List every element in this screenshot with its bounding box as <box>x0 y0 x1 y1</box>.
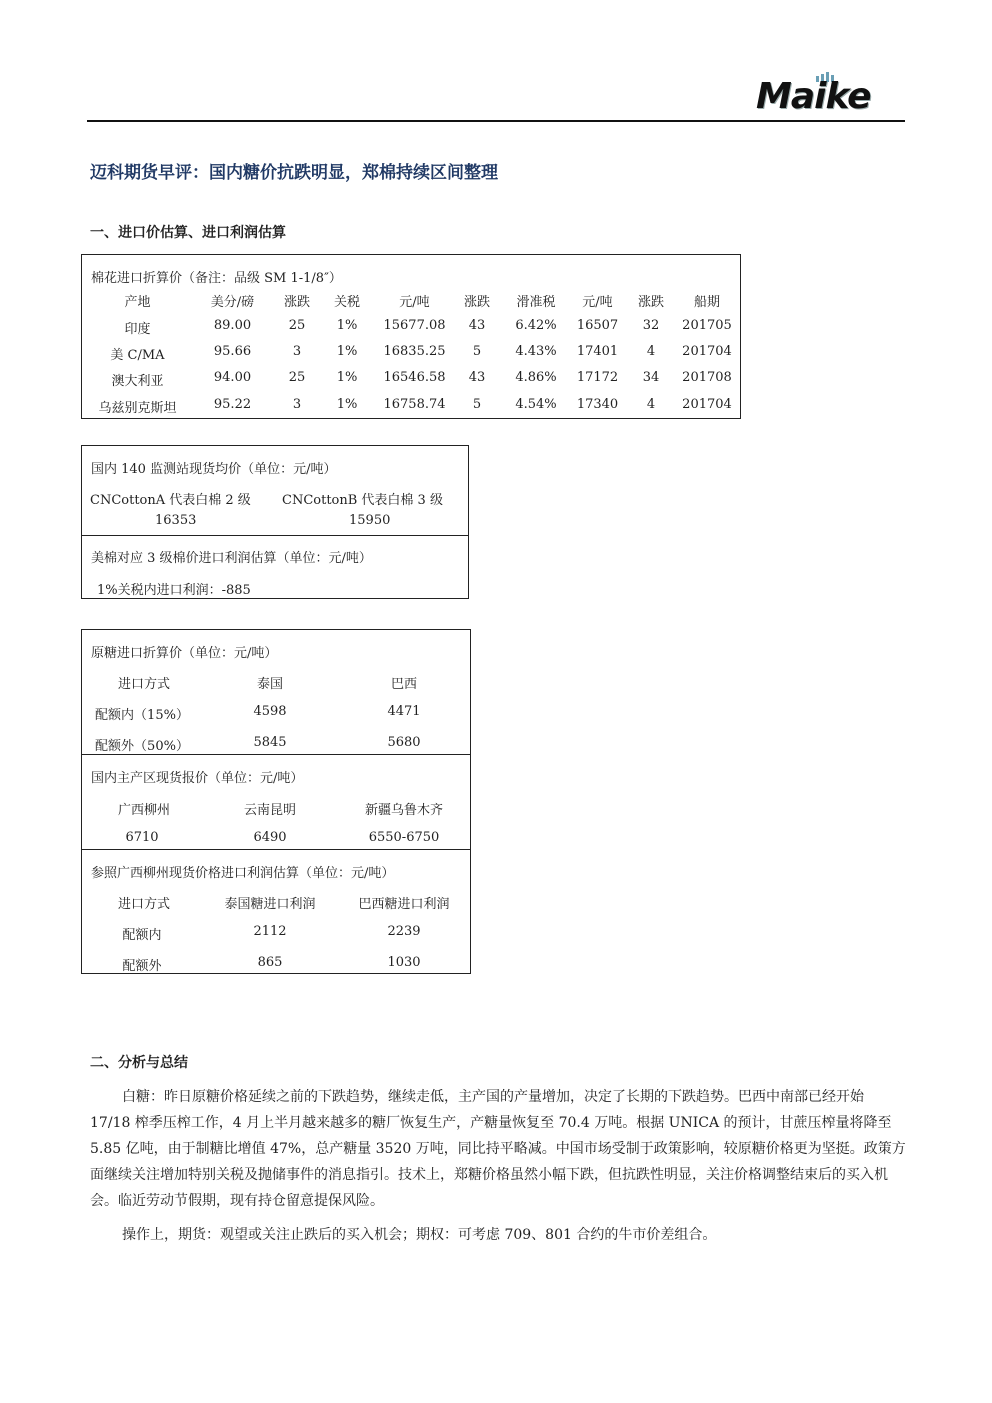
cotton-domestic-table <box>81 445 469 599</box>
table-cell: 2239 <box>387 924 421 939</box>
table-cell: 6.42% <box>515 318 557 333</box>
analysis-paragraph: 白糖：昨日原糖价格延续之前的下跌趋势，继续走低，主产国的产量增加，决定了长期的下跌趋势。巴西中南部已经开始 17/18 榨季压榨工作，4 月上半月越来越多的糖厂恢复生产，产糖量恢复至 70.4 万吨。根据 UNICA 的预计，甘蔗压榨量将降至 5.85 亿吨，由于制糖比增值 47%，总产糖量 3520 万吨，同比持平略减。中国市场受制于政策影响，较原糖价格更为坚挺。政策方面继续关注增加特别关税及抛储事件的消息指引。技术上，郑糖价格虽然小幅下跌，但抗跌性明显，关注价格调整结束后的买入机会。临近劳动节假期，现有持仓留意提保风险。 <box>90 1089 906 1209</box>
table-cell: 配额内（15%） <box>95 708 189 723</box>
header-cell: 涨跌 <box>283 295 310 310</box>
table-cell: 1% <box>336 397 358 412</box>
table-cell: 1% <box>336 318 358 333</box>
header-cell: 滑准税 <box>516 295 556 310</box>
table-cell: 配额外（50%） <box>95 739 189 754</box>
table-cell: 1% <box>336 344 358 359</box>
header-cell: 涨跌 <box>637 295 664 310</box>
table-cell: 89.00 <box>213 318 252 333</box>
sugar-import-header-row <box>82 673 470 699</box>
table-cell: 201704 <box>682 344 732 359</box>
table-divider <box>82 849 470 850</box>
header-cell: 云南昆明 <box>243 803 296 818</box>
header-cell: 元/吨 <box>399 295 430 310</box>
table-row <box>82 955 470 981</box>
table-cell: 17172 <box>576 370 619 385</box>
table-cell: 865 <box>257 955 283 970</box>
table-cell: 6490 <box>253 830 287 845</box>
cncotton-a-value: 16353 <box>155 513 197 528</box>
sugar-table <box>81 629 471 974</box>
table-cell: 4598 <box>253 704 287 719</box>
table-cell: 95.22 <box>213 397 252 412</box>
table-cell: 43 <box>468 318 486 333</box>
operation-paragraph: 操作上，期货：观望或关注止跌后的买入机会；期权：可考虑 709、801 合约的牛市价差组合。 <box>122 1227 717 1243</box>
header-cell: 进口方式 <box>117 677 170 692</box>
section1-heading: 一、进口价估算、进口利润估算 <box>90 225 286 241</box>
header-cell: 关税 <box>333 295 360 310</box>
table-row <box>82 344 740 370</box>
table-cell: 4.86% <box>515 370 557 385</box>
table-cell: 乌兹别克斯坦 <box>98 401 177 416</box>
table-cell: 5 <box>472 344 482 359</box>
table-cell: 4471 <box>387 704 421 719</box>
header-cell: 进口方式 <box>117 897 170 912</box>
table-cell: 3 <box>292 344 302 359</box>
header-cell: 产地 <box>124 295 151 310</box>
table-cell: 5 <box>472 397 482 412</box>
header-cell: 泰国糖进口利润 <box>224 897 316 912</box>
table-cell: 95.66 <box>213 344 252 359</box>
table-cell: 5680 <box>387 735 421 750</box>
header-cell: 元/吨 <box>582 295 613 310</box>
table-cell: 201705 <box>682 318 732 333</box>
table-cell: 16758.74 <box>383 397 446 412</box>
table-row <box>82 318 740 344</box>
table-cell: 43 <box>468 370 486 385</box>
table-cell: 201708 <box>682 370 732 385</box>
table-cell: 6710 <box>125 830 159 845</box>
maike-logo <box>756 72 890 118</box>
sugar-import-caption: 原糖进口折算价（单位：元/吨） <box>91 646 278 661</box>
table-cell: 2112 <box>253 924 287 939</box>
header-cell: 船期 <box>693 295 720 310</box>
table-cell: 配额外 <box>122 959 162 974</box>
cotton-profit-text: 1%关税内进口利润：-885 <box>97 583 251 598</box>
cncotton-b-value: 15950 <box>349 513 391 528</box>
header-cell: 广西柳州 <box>117 803 170 818</box>
table-cell: 4 <box>646 397 656 412</box>
table-cell: 3 <box>292 397 302 412</box>
table-cell: 34 <box>642 370 660 385</box>
table-cell: 32 <box>642 318 660 333</box>
table-row <box>82 735 470 761</box>
table-cell: 印度 <box>124 322 151 337</box>
table-divider <box>82 535 468 536</box>
cncotton-a-label: CNCottonA 代表白棉 2 级 <box>90 493 251 508</box>
table-row <box>82 704 470 730</box>
table-cell: 配额内 <box>122 928 162 943</box>
table-cell: 16835.25 <box>383 344 446 359</box>
header-cell: 涨跌 <box>463 295 490 310</box>
table-row <box>82 370 740 396</box>
table-cell: 15677.08 <box>383 318 446 333</box>
table-row <box>82 924 470 950</box>
table-cell: 17340 <box>576 397 619 412</box>
table-divider <box>82 754 470 755</box>
header-cell: 新疆乌鲁木齐 <box>364 803 443 818</box>
table-cell: 4 <box>646 344 656 359</box>
cotton-import-caption: 棉花进口折算价（备注：品级 SM 1-1/8″） <box>91 271 342 286</box>
header-divider <box>87 120 905 122</box>
header-cell: 美分/磅 <box>210 295 255 310</box>
sugar-spot-caption: 国内主产区现货报价（单位：元/吨） <box>91 771 304 786</box>
table-cell: 1% <box>336 370 358 385</box>
table-cell: 1030 <box>387 955 421 970</box>
sugar-spot-header-row <box>82 799 470 825</box>
table-cell: 5845 <box>253 735 287 750</box>
table-cell: 4.54% <box>515 397 557 412</box>
table-row <box>82 397 740 423</box>
table-cell: 17401 <box>576 344 619 359</box>
table-cell: 25 <box>288 318 306 333</box>
table-cell: 4.43% <box>515 344 557 359</box>
cncotton-b-label: CNCottonB 代表白棉 3 级 <box>282 493 443 508</box>
sugar-profit-header-row <box>82 893 470 919</box>
table-cell: 25 <box>288 370 306 385</box>
page-title: 迈科期货早评：国内糖价抗跌明显，郑棉持续区间整理 <box>90 163 498 183</box>
table-cell: 16507 <box>576 318 619 333</box>
cotton-domestic-caption: 国内 140 监测站现货均价（单位：元/吨） <box>91 462 337 477</box>
cotton-import-header-row <box>82 291 740 317</box>
table-cell: 美 C/MA <box>110 348 165 363</box>
table-cell: 6550-6750 <box>368 830 440 845</box>
cotton-import-table <box>81 254 741 419</box>
logo-text: Maike <box>756 76 871 117</box>
sugar-profit-caption: 参照广西柳州现货价格进口利润估算（单位：元/吨） <box>91 866 395 881</box>
header-cell: 巴西 <box>390 677 417 692</box>
table-cell: 94.00 <box>213 370 252 385</box>
header-cell: 巴西糖进口利润 <box>358 897 450 912</box>
cotton-profit-caption: 美棉对应 3 级棉价进口利润估算（单位：元/吨） <box>91 551 372 566</box>
header-cell: 泰国 <box>256 677 283 692</box>
table-cell: 澳大利亚 <box>111 374 164 389</box>
section2-heading: 二、分析与总结 <box>90 1055 188 1071</box>
table-cell: 201704 <box>682 397 732 412</box>
table-row <box>82 830 470 856</box>
table-cell: 16546.58 <box>383 370 446 385</box>
